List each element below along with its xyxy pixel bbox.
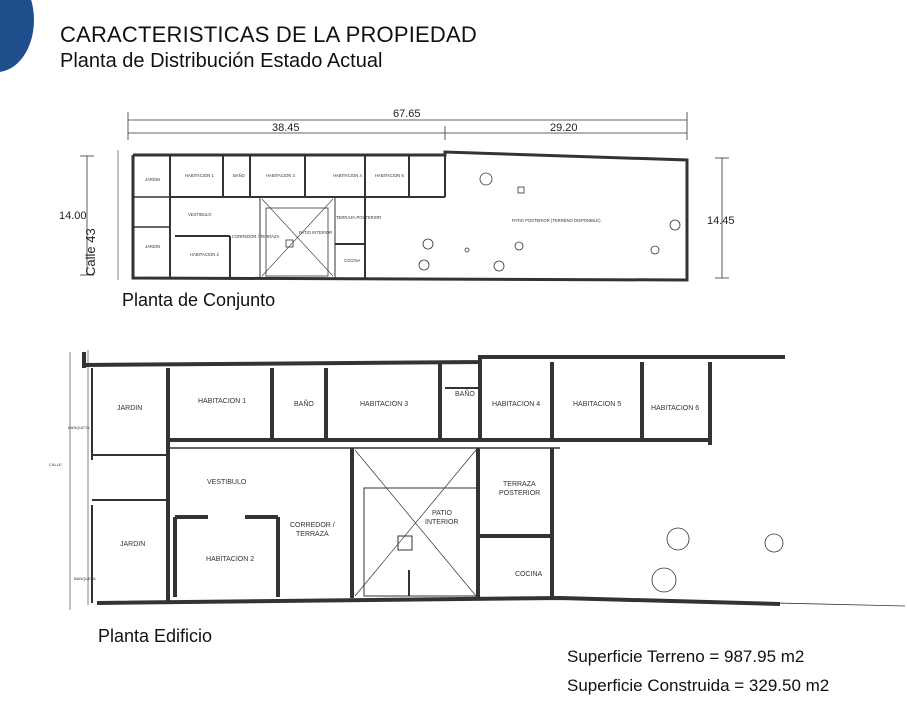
room-label: JARDIN (120, 541, 146, 548)
building-plan-labels (49, 389, 699, 581)
site-room-label: HABITACION 3 (266, 173, 295, 178)
room-label: HABITACION 5 (573, 401, 622, 408)
tree-icon (652, 528, 783, 592)
dimension-height-left: 14.00 (59, 210, 87, 222)
street-label: CALLE (49, 462, 62, 467)
room-label: BAÑO (455, 391, 475, 398)
site-room-label: PATIO POSTERIOR (TERRENO DISPONIBLE) (512, 218, 601, 223)
room-label: HABITACION 6 (651, 405, 700, 412)
room-label: CORREDOR / (290, 522, 335, 529)
room-label: JARDIN (117, 405, 143, 412)
site-room-label: HABITACION 5 (375, 173, 404, 178)
site-room-label: HABITACION 2 (190, 252, 219, 257)
room-label: COCINA (515, 571, 543, 578)
site-room-label: COCINA (344, 258, 361, 263)
dimension-total: 67.65 (393, 108, 421, 120)
site-room-label: BAÑO (233, 173, 245, 178)
dimension-right: 29.20 (550, 122, 578, 134)
room-label: INTERIOR (425, 519, 459, 526)
site-room-label: VESTIBULO (188, 212, 212, 217)
room-label: HABITACION 1 (198, 398, 247, 405)
room-label: POSTERIOR (499, 490, 541, 497)
sidewalk-label: BANQUETA (74, 576, 96, 581)
room-label: VESTIBULO (207, 479, 247, 486)
building-plan (70, 350, 905, 610)
site-room-label: HABITACION 4 (333, 173, 362, 178)
site-room-label: HABITACION 1 (185, 173, 214, 178)
page-subtitle: Planta de Distribución Estado Actual (60, 50, 383, 72)
site-room-label: TERRAZA POSTERIOR (336, 215, 382, 220)
room-label: BAÑO (294, 401, 314, 408)
site-plan-label: Planta de Conjunto (122, 290, 276, 310)
site-plan-labels (145, 173, 601, 263)
room-label: TERRAZA (296, 531, 329, 538)
room-label: HABITACION 2 (206, 556, 255, 563)
street-label: Calle 43 (83, 228, 98, 276)
site-plan (80, 112, 729, 280)
built-area-text: Superficie Construida = 329.50 m2 (567, 676, 830, 695)
site-room-label: PATIO INTERIOR (299, 230, 333, 235)
land-area-text: Superficie Terreno = 987.95 m2 (567, 647, 805, 666)
building-plan-label: Planta Edificio (98, 626, 213, 646)
site-room-label: CORREDOR / TERRAZA (232, 234, 280, 239)
site-room-label: JARDIN (145, 244, 161, 249)
site-room-label: JARDIN (145, 177, 161, 182)
page-title: CARACTERISTICAS DE LA PROPIEDAD (60, 22, 477, 47)
dimension-height-right: 14.45 (707, 215, 735, 227)
dimension-left: 38.45 (272, 122, 300, 134)
sidewalk-label: BANQUETA (68, 425, 90, 430)
room-label: TERRAZA (503, 481, 536, 488)
room-label: HABITACION 3 (360, 401, 409, 408)
room-label: HABITACION 4 (492, 401, 541, 408)
room-label: PATIO (432, 510, 452, 517)
